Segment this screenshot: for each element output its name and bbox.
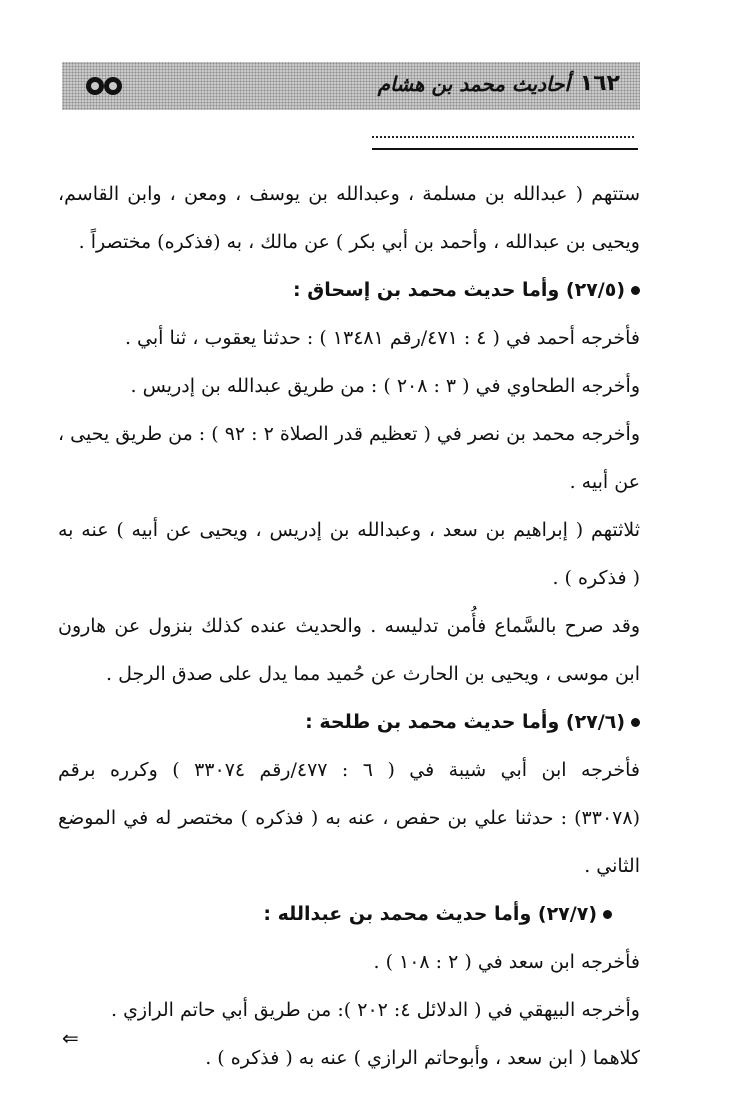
heading-text: وأما حديث محمد بن عبدالله : <box>263 903 532 925</box>
heading-number: (٢٧/٥) <box>565 279 625 301</box>
text-line: ثلاثتهم ( إبراهيم بن سعد ، وعبدالله بن إدريس ، ويحيى عن أبيه ) عنه به <box>58 519 640 541</box>
heading-number: (٢٧/٧) <box>537 903 597 925</box>
bullet-icon <box>631 718 640 727</box>
ornament-icon <box>84 75 126 97</box>
solid-separator <box>372 148 638 150</box>
section-heading <box>58 890 640 938</box>
text-line: وأخرجه البيهقي في ( الدلائل ٤: ٢٠٢ ): من طريق أبي حاتم الرازي . <box>110 999 640 1021</box>
page-header <box>62 62 640 110</box>
text-line: ويحيى بن عبدالله ، وأحمد بن أبي بكر ) عن مالك ، به (فذكره) مختصراً . <box>78 231 640 253</box>
text-line: الثاني . <box>584 855 640 877</box>
text-line: ابن موسى ، ويحيى بن الحارث عن حُميد مما يدل على صدق الرجل . <box>106 663 640 685</box>
running-title: أحاديث محمد بن هشام <box>377 72 570 96</box>
text-line: فأخرجه أحمد في ( ٤ : ٤٧١/رقم ١٣٤٨١ ) : حدثنا يعقوب ، ثنا أبي . <box>124 327 640 349</box>
text-line: ( فذكره ) . <box>552 567 640 589</box>
text-line: كلاهما ( ابن سعد ، وأبوحاتم الرازي ) عنه به ( فذكره ) . <box>205 1047 640 1069</box>
page-number: ١٦٢ <box>579 71 620 96</box>
heading-text: وأما حديث محمد بن طلحة : <box>305 711 560 733</box>
section-heading <box>58 698 640 746</box>
text-line: وقد صرح بالسَّماع فأُمن تدليسه . والحديث عنده كذلك بنزول عن هارون <box>58 615 640 637</box>
heading-number: (٢٧/٦) <box>565 711 625 733</box>
heading-text: وأما حديث محمد بن إسحاق : <box>293 279 560 301</box>
text-line: عن أبيه . <box>569 471 640 493</box>
section-heading <box>58 266 640 314</box>
text-line: وأخرجه الطحاوي في ( ٣ : ٢٠٨ ) : من طريق عبدالله بن إدريس . <box>130 375 640 397</box>
text-line: فأخرجه ابن أبي شيبة في ( ٦ : ٤٧٧/رقم ٣٣٠٧٤ ) وكرره برقم <box>58 759 640 781</box>
dotted-separator <box>372 126 634 138</box>
text-line: ستتهم ( عبدالله بن مسلمة ، وعبدالله بن يوسف ، ومعن ، وابن القاسم، <box>58 183 640 205</box>
next-page-arrow-icon: ⇐ <box>62 1026 79 1050</box>
bullet-icon <box>603 910 612 919</box>
text-line: وأخرجه محمد بن نصر في ( تعظيم قدر الصلاة ٢ : ٩٢ ) : من طريق يحيى ، <box>58 423 640 445</box>
bullet-icon <box>631 286 640 295</box>
page-body <box>58 170 640 1082</box>
text-line: فأخرجه ابن سعد في ( ٢ : ١٠٨ ) . <box>373 951 640 973</box>
text-line: (٣٣٠٧٨) : حدثنا علي بن حفص ، عنه به ( فذكره ) مختصر له في الموضع <box>58 807 640 829</box>
